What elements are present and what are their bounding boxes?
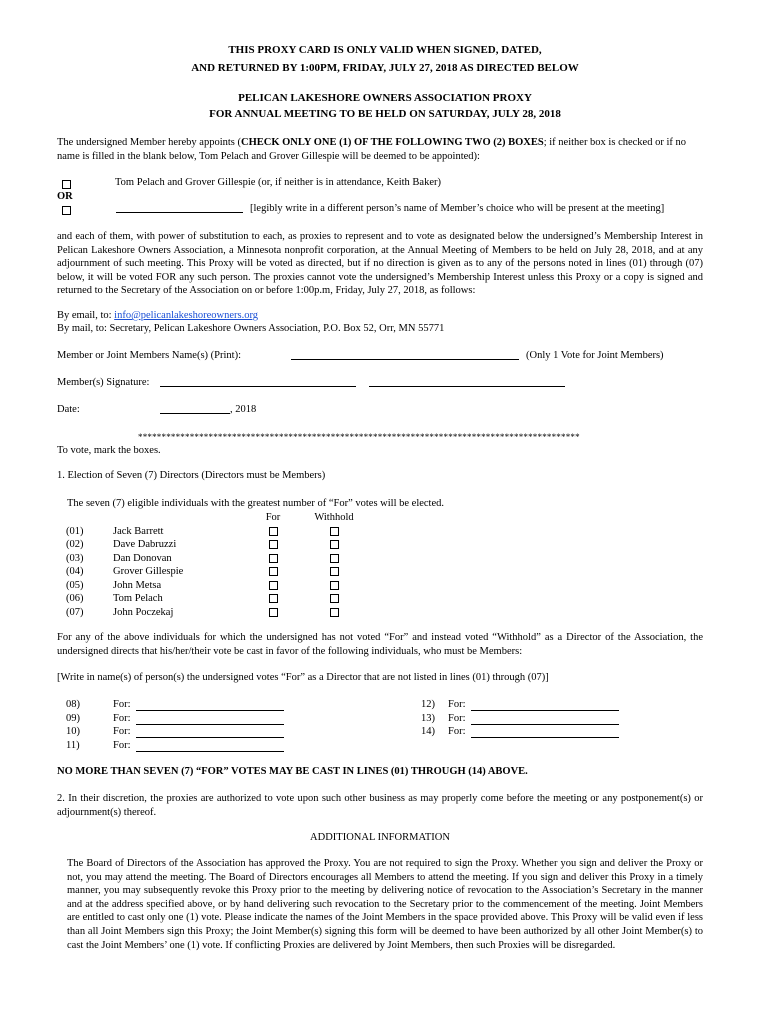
table-row <box>66 579 370 593</box>
title-line-2: AND RETURNED BY 1:00PM, FRIDAY, JULY 27, 2018 AS DIRECTED BELOW <box>191 62 579 74</box>
or-label: OR <box>57 191 73 202</box>
candidate-name: Grover Gillespie <box>113 566 184 577</box>
write-in-num: 09) <box>66 712 80 724</box>
write-in-left <box>66 699 296 753</box>
candidate-name: John Poczekaj <box>113 606 174 618</box>
signature-field-1[interactable] <box>160 377 356 387</box>
candidate-name: Dave Dabruzzi <box>113 539 177 550</box>
write-in-field[interactable] <box>471 701 619 711</box>
write-in-field[interactable] <box>136 701 284 711</box>
write-in-row <box>66 699 296 713</box>
write-in-row <box>421 726 631 740</box>
candidate-name: Dan Donovan <box>113 552 172 564</box>
write-in-for-label: For: <box>113 739 131 751</box>
signature-field-2[interactable] <box>369 377 565 387</box>
for-checkbox[interactable] <box>269 554 278 563</box>
candidate-num: (02) <box>66 539 84 550</box>
item2-paragraph: 2. In their discretion, the proxies are authorized to vote upon such other business as may properly come before the meeting or any postponement(s) or adjournment(s) thereof. <box>57 793 703 818</box>
candidate-table <box>66 511 370 619</box>
write-in-for-label: For: <box>448 726 466 737</box>
write-in-for-label: For: <box>113 726 131 737</box>
write-in-field[interactable] <box>136 728 284 738</box>
additional-body: The Board of Directors of the Association has approved the Proxy. You are not required to sign the Proxy. Whether you sign and deliver the Proxy or not, you may attend the meeting. The Board of Directors encourages all Members to attend the meeting. If you sign and deliver this Proxy in a timely manner, you may subsequently revoke this Proxy prior to the meeting by delivering notice of revocation to the Association’s Secretary in the manner and at the address specified above, or by hand delivering such revocation to the Secretary prior to the commencement of the meeting. Joint Members are entitled to cast only one (1) vote. Please indicate the names of the Joint Members in the space provided above. This Proxy will be valid even if less than all Joint Members sign this Proxy; the Joint Member(s) signing this form will be deemed to have been authorized by all other Joint Member(s) to cast the Joint Members’ one (1) vote. If conflicting Proxies are delivered by Joint Members, then such Proxies will be disregarded. <box>67 858 703 951</box>
member-name-note: (Only 1 Vote for Joint Members) <box>526 350 664 361</box>
write-in-num: 11) <box>66 739 80 751</box>
for-checkbox[interactable] <box>269 540 278 549</box>
write-in-row <box>66 740 296 754</box>
email-line <box>57 310 258 321</box>
for-checkbox[interactable] <box>269 567 278 576</box>
table-row <box>66 525 370 539</box>
candidate-name: Jack Barrett <box>113 525 164 537</box>
for-checkbox[interactable] <box>269 527 278 536</box>
write-in-for-label: For: <box>113 712 131 724</box>
option1-checkbox[interactable] <box>62 180 71 189</box>
withhold-checkbox[interactable] <box>330 540 339 549</box>
intro-lead: The undersigned Member hereby appoints ( <box>57 137 241 148</box>
member-name-field[interactable] <box>291 350 519 360</box>
proxy-paragraph: and each of them, with power of substitution to each, as proxies to represent and to vote as designated below the undersigned’s Membership Interest in Pelican Lakeshore Owners Association, a Minnesota nonprofit corporation, at the Annual Meeting of Members to be held on July 28, 2018, and at any adjournment of such meeting. This Proxy will be voted as directed, but if no direction is given as to any of the persons noted in lines (01) through (07) below, it will be voted FOR any such person. The proxies cannot vote the undersigned’s Membership Interest unless this Proxy or a copy is signed and returned to the Secretary of the Association on or before 1:00p.m, Friday, July 27, 2018, as follows: <box>57 231 703 297</box>
write-in-field[interactable] <box>471 715 619 725</box>
candidate-num: (05) <box>66 579 84 591</box>
mail-line: By mail, to: Secretary, Pelican Lakeshore Owners Association, P.O. Box 52, Orr, MN 55771 <box>57 323 445 334</box>
write-in-num: 10) <box>66 726 80 737</box>
write-in-num: 13) <box>421 712 435 724</box>
withhold-checkbox[interactable] <box>330 608 339 617</box>
write-in-row <box>66 726 296 740</box>
withhold-paragraph: For any of the above individuals for which the undersigned has not voted “For” and instead voted “Withhold” as a Director of the Association, the undersigned directs that his/her/their vote be cast in favor of the following individuals, who must be Members: <box>57 632 703 657</box>
write-in-row <box>421 713 631 727</box>
table-row <box>66 592 370 606</box>
candidate-name: Tom Pelach <box>113 593 163 604</box>
for-checkbox[interactable] <box>269 608 278 617</box>
table-row <box>66 606 370 620</box>
for-checkbox[interactable] <box>269 581 278 590</box>
signature-label: Member(s) Signature: <box>57 377 150 388</box>
limit-notice: NO MORE THAN SEVEN (7) “FOR” VOTES MAY BE CAST IN LINES (01) THROUGH (14) ABOVE. <box>57 766 528 777</box>
date-label: Date: <box>57 404 80 415</box>
member-name-label: Member or Joint Members Name(s) (Print): <box>57 350 242 361</box>
title-line-4: FOR ANNUAL MEETING TO BE HELD ON SATURDAY, JULY 28, 2018 <box>209 108 561 120</box>
col-for: For <box>265 512 281 523</box>
vote-instruction: To vote, mark the boxes. <box>57 445 161 456</box>
withhold-checkbox[interactable] <box>330 527 339 536</box>
table-row <box>66 538 370 552</box>
email-link[interactable]: info@pelicanlakeshoreowners.org <box>114 310 259 321</box>
write-in-row <box>66 713 296 727</box>
write-in-for-label: For: <box>448 712 466 724</box>
write-in-instruction: [Write in name(s) of person(s) the undersigned votes “For” as a Director that are not listed in lines (01) through (07)] <box>57 672 549 683</box>
for-checkbox[interactable] <box>269 594 278 603</box>
candidate-num: (06) <box>66 593 84 604</box>
write-in-num: 08) <box>66 699 80 710</box>
write-in-num: 14) <box>421 726 435 737</box>
col-withhold: Withhold <box>314 512 354 523</box>
intro-bold: CHECK ONLY ONE (1) OF THE FOLLOWING TWO (2) BOXES <box>241 137 544 148</box>
table-row <box>66 565 370 579</box>
write-in-row <box>421 699 631 713</box>
election-subheading: The seven (7) eligible individuals with the greatest number of “For” votes will be elected. <box>67 498 445 509</box>
separator: ********************************************************************************************** <box>138 432 580 442</box>
write-in-field[interactable] <box>136 715 284 725</box>
intro-paragraph <box>57 136 703 163</box>
write-in-num: 12) <box>421 699 435 710</box>
write-in-field[interactable] <box>136 742 284 752</box>
candidate-num: (04) <box>66 566 84 577</box>
election-heading: 1. Election of Seven (7) Directors (Directors must be Members) <box>57 470 326 481</box>
title-line-1: THIS PROXY CARD IS ONLY VALID WHEN SIGNED, DATED, <box>228 44 542 56</box>
intro-tail: ; if neither box is checked or if no name is filled in the blank below, Tom Pelach and Grover Gillespie will be deemed to be appointed): <box>57 137 686 162</box>
withhold-checkbox[interactable] <box>330 594 339 603</box>
write-in-field[interactable] <box>471 728 619 738</box>
date-field[interactable] <box>160 404 230 414</box>
table-row <box>66 552 370 566</box>
email-label: By email, to: <box>57 310 112 321</box>
withhold-checkbox[interactable] <box>330 581 339 590</box>
write-in-for-label: For: <box>113 699 131 710</box>
withhold-checkbox[interactable] <box>330 567 339 576</box>
option2-checkbox[interactable] <box>62 206 71 215</box>
option1-label: Tom Pelach and Grover Gillespie (or, if neither is in attendance, Keith Baker) <box>115 177 441 188</box>
additional-heading: ADDITIONAL INFORMATION <box>310 832 450 843</box>
candidate-num: (03) <box>66 552 84 564</box>
option2-label: [legibly write in a different person’s name of Member’s choice who will be present at the meeting] <box>250 203 665 214</box>
candidate-name: John Metsa <box>113 579 162 591</box>
write-in-right <box>421 699 631 740</box>
candidate-num: (01) <box>66 525 84 537</box>
title-line-3: PELICAN LAKESHORE OWNERS ASSOCIATION PROXY <box>238 92 532 104</box>
option2-name-field[interactable] <box>116 203 243 213</box>
write-in-for-label: For: <box>448 699 466 710</box>
withhold-checkbox[interactable] <box>330 554 339 563</box>
candidate-num: (07) <box>66 606 84 618</box>
date-suffix: , 2018 <box>230 404 257 415</box>
